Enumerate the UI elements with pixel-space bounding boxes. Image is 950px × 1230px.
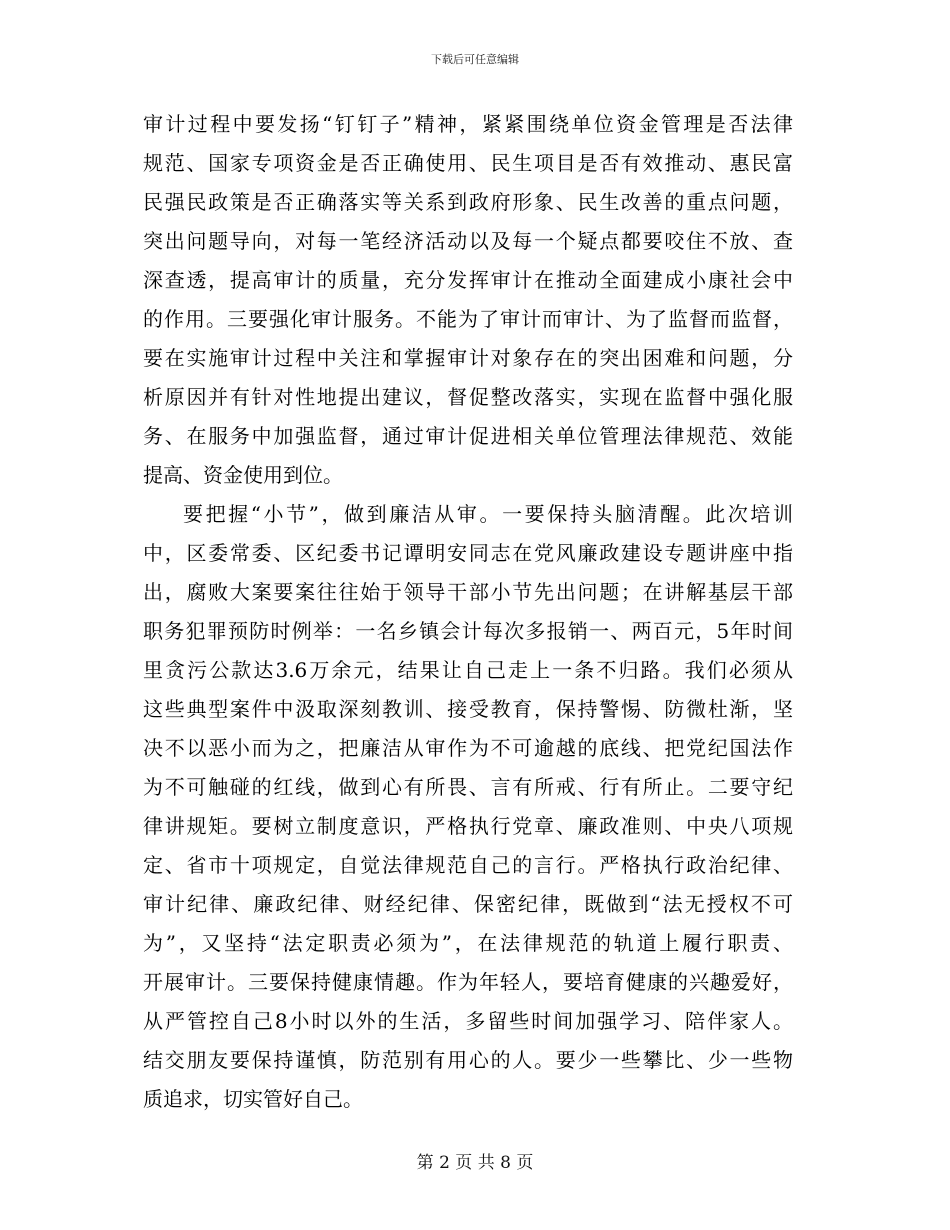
paragraph-line: 析原因并有针对性地提出建议，督促整改落实，实现在监督中强化服 bbox=[143, 385, 793, 409]
paragraph-line: 为不可触碰的红线，做到心有所畏、言有所戒、行有所止。二要守纪 bbox=[143, 775, 793, 799]
paragraph-line: 定、省市十项规定，自觉法律规范自己的言行。严格执行政治纪律、 bbox=[143, 853, 793, 877]
paragraph-line: 规范、国家专项资金是否正确使用、民生项目是否有效推动、惠民富 bbox=[143, 151, 793, 175]
paragraph-line: 要把握“小节”，做到廉洁从审。一要保持头脑清醒。此次培训 bbox=[183, 502, 793, 526]
paragraph-line: 突出问题导向，对每一笔经济活动以及每一个疑点都要咬住不放、查 bbox=[143, 229, 793, 253]
paragraph-line: 审计过程中要发扬“钉钉子”精神，紧紧围绕单位资金管理是否法律 bbox=[143, 112, 793, 136]
page-header: 下载后可任意编辑 bbox=[431, 53, 519, 66]
paragraph-line: 质追求，切实管好自己。 bbox=[143, 1087, 363, 1111]
paragraph-line: 律讲规矩。要树立制度意识，严格执行党章、廉政准则、中央八项规 bbox=[143, 814, 793, 838]
paragraph-line: 决不以恶小而为之，把廉洁从审作为不可逾越的底线、把党纪国法作 bbox=[143, 736, 793, 760]
paragraph-line: 提高、资金使用到位。 bbox=[143, 463, 343, 487]
paragraph-line: 这些典型案件中汲取深刻教训、接受教育，保持警惕、防微杜渐，坚 bbox=[143, 697, 793, 721]
paragraph-line: 出，腐败大案要案往往始于领导干部小节先出问题；在讲解基层干部 bbox=[143, 580, 793, 604]
paragraph-line: 开展审计。三要保持健康情趣。作为年轻人，要培育健康的兴趣爱好， bbox=[143, 970, 793, 994]
paragraph-line: 里贪污公款达3.6万余元，结果让自己走上一条不归路。我们必须从 bbox=[143, 658, 793, 682]
paragraph-line: 为”，又坚持“法定职责必须为”，在法律规范的轨道上履行职责、 bbox=[143, 931, 793, 955]
page-number: 第 2 页 共 8 页 bbox=[416, 1153, 534, 1173]
paragraph-line: 从严管控自己8小时以外的生活，多留些时间加强学习、陪伴家人。 bbox=[143, 1009, 793, 1033]
paragraph-line: 结交朋友要保持谨慎，防范别有用心的人。要少一些攀比、少一些物 bbox=[143, 1048, 793, 1072]
paragraph-line: 民强民政策是否正确落实等关系到政府形象、民生改善的重点问题， bbox=[143, 190, 793, 214]
paragraph-line: 审计纪律、廉政纪律、财经纪律、保密纪律，既做到“法无授权不可 bbox=[143, 892, 793, 916]
paragraph-line: 职务犯罪预防时例举：一名乡镇会计每次多报销一、两百元，5年时间 bbox=[143, 619, 793, 643]
paragraph-line: 务、在服务中加强监督，通过审计促进相关单位管理法律规范、效能 bbox=[143, 424, 793, 448]
paragraph-line: 的作用。三要强化审计服务。不能为了审计而审计、为了监督而监督， bbox=[143, 307, 793, 331]
paragraph-line: 深查透，提高审计的质量，充分发挥审计在推动全面建成小康社会中 bbox=[143, 268, 793, 292]
paragraph-line: 要在实施审计过程中关注和掌握审计对象存在的突出困难和问题，分 bbox=[143, 346, 793, 370]
paragraph-line: 中，区委常委、区纪委书记谭明安同志在党风廉政建设专题讲座中指 bbox=[143, 541, 793, 565]
